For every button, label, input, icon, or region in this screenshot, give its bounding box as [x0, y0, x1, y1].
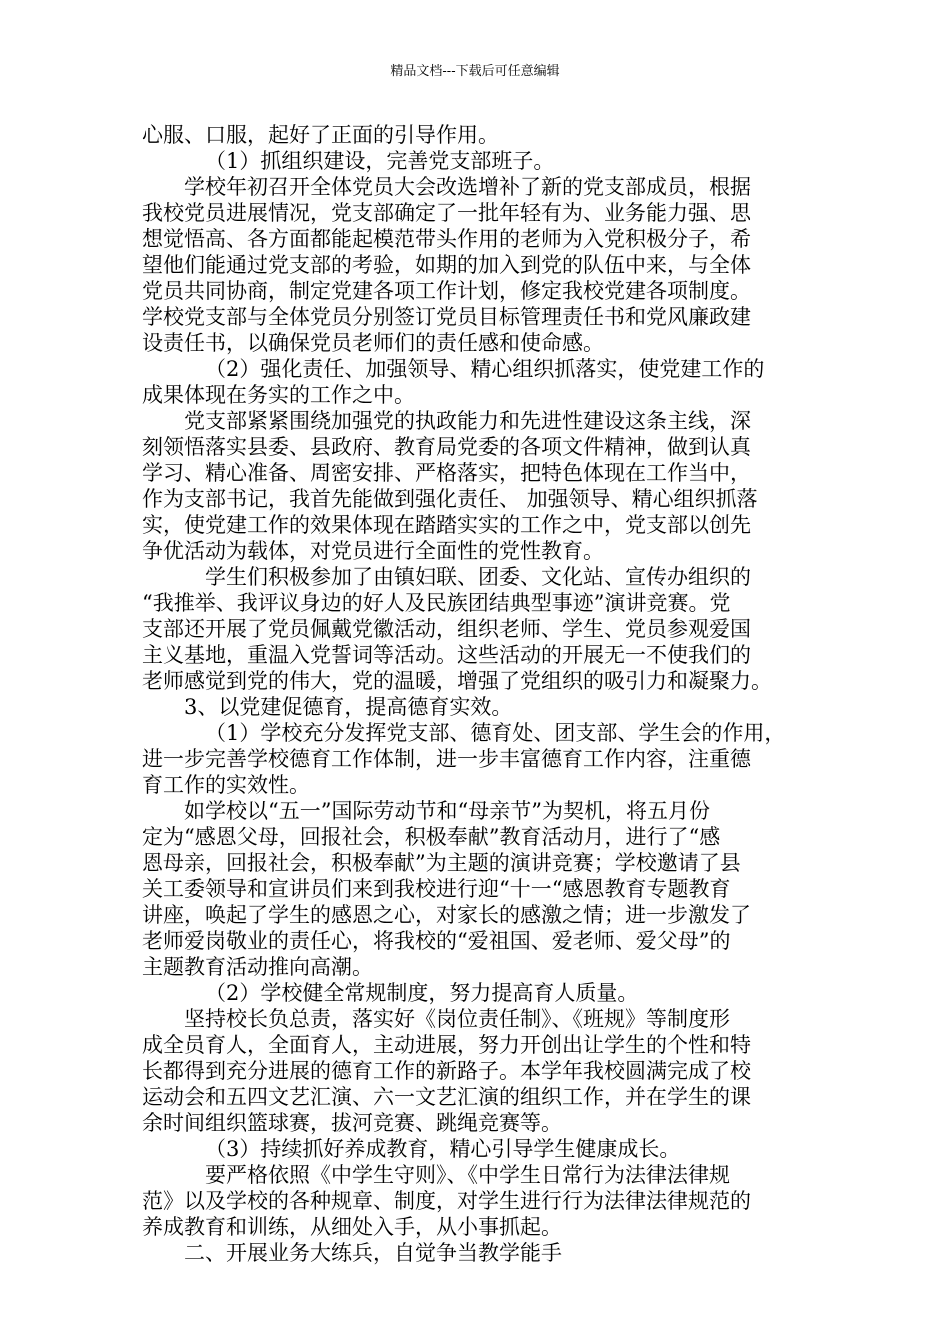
text-line: 想觉悟高、各方面都能起模范带头作用的老师为入党积极分子，希	[142, 227, 751, 251]
text-line: 成全员育人，全面育人，主动进展，努力开创出让学生的个性和特	[142, 1033, 751, 1057]
text-line: 老师爱岗敬业的责任心，将我校的“爱祖国、爱老师、爱父母”的	[142, 929, 731, 953]
text-line: 运动会和五四文艺汇演、六一文艺汇演的组织工作，并在学生的课	[142, 1085, 751, 1109]
text-line: 如学校以“五一”国际劳动节和“母亲节”为契机，将五月份	[184, 799, 710, 823]
text-line: （1）学校充分发挥党支部、德育处、团支部、学生会的作用，	[205, 721, 786, 745]
text-line: 学生们积极参加了由镇妇联、团委、文化站、宣传办组织的	[205, 565, 751, 589]
text-line: 讲座，唤起了学生的感恩之心，对家长的感激之情；进一步激发了	[142, 903, 751, 927]
text-line: 3、以党建促德育，提高德育实效。	[184, 695, 513, 719]
text-line: （3）持续抓好养成教育，精心引导学生健康成长。	[205, 1137, 681, 1161]
text-line: 恩母亲，回报社会，积极奉献”为主题的演讲竞赛；学校邀请了县	[142, 851, 741, 875]
text-line: 支部还开展了党员佩戴党徽活动，组织老师、学生、党员参观爱国	[142, 617, 751, 641]
text-line: 二、开展业务大练兵，自觉争当教学能手	[184, 1241, 562, 1265]
text-line: 学校年初召开全体党员大会改选增补了新的党支部成员，根据	[184, 175, 751, 199]
text-line: （2）强化责任、加强领导、精心组织抓落实，使党建工作的	[205, 357, 765, 381]
page-header: 精品文档---下载后可任意编辑	[390, 64, 560, 79]
text-line: 刻领悟落实县委、县政府、教育局党委的各项文件精神，做到认真	[142, 435, 751, 459]
text-line: 心服、口服，起好了正面的引导作用。	[142, 123, 499, 147]
text-line: 作为支部书记，我首先能做到强化责任、 加强领导、精心组织抓落	[142, 487, 758, 511]
text-line: （2）学校健全常规制度，努力提高育人质量。	[205, 981, 639, 1005]
text-line: 学校党支部与全体党员分别签订党员目标管理责任书和党风廉政建	[142, 305, 751, 329]
text-line: 范》以及学校的各种规章、制度，对学生进行行为法律法律规范的	[142, 1189, 751, 1213]
text-line: 养成教育和训练，从细处入手，从小事抓起。	[142, 1215, 562, 1239]
text-line: 争优活动为载体，对党员进行全面性的党性教育。	[142, 539, 604, 563]
text-line: 设责任书，以确保党员老师们的责任感和使命感。	[142, 331, 604, 355]
text-line: 定为“感恩父母，回报社会，积极奉献”教育活动月，进行了“感	[142, 825, 721, 849]
text-line: 主义基地，重温入党誓词等活动。这些活动的开展无一不使我们的	[142, 643, 751, 667]
text-line: 要严格依照《中学生守则》、《中学生日常行为法律法律规	[205, 1163, 730, 1187]
text-line: 党支部紧紧围绕加强党的执政能力和先进性建设这条主线，深	[184, 409, 751, 433]
text-line: 党员共同协商，制定党建各项工作计划，修定我校党建各项制度。	[142, 279, 751, 303]
text-line: “我推举、我评议身边的好人及民族团结典型事迹”演讲竞赛。党	[142, 591, 731, 615]
text-line: 进一步完善学校德育工作体制，进一步丰富德育工作内容，注重德	[142, 747, 751, 771]
text-line: 我校党员进展情况，党支部确定了一批年轻有为、业务能力强、思	[142, 201, 751, 225]
text-line: 关工委领导和宣讲员们来到我校进行迎“十一“感恩教育专题教育	[142, 877, 731, 901]
document-body	[142, 122, 812, 1266]
text-line: 实，使党建工作的效果体现在踏踏实实的工作之中，党支部以创先	[142, 513, 751, 537]
text-line: 老师感觉到党的伟大，党的温暖，增强了党组织的吸引力和凝聚力。	[142, 669, 772, 693]
text-line: 长都得到充分进展的德育工作的新路子。本学年我校圆满完成了校	[142, 1059, 751, 1083]
text-line: 主题教育活动推向高潮。	[142, 955, 373, 979]
text-line: 坚持校长负总责，落实好《岗位责任制》、《班规》等制度形	[184, 1007, 730, 1031]
text-line: 学习、精心准备、周密安排、严格落实，把特色体现在工作当中，	[142, 461, 751, 485]
text-line: 育工作的实效性。	[142, 773, 310, 797]
text-line: 望他们能通过党支部的考验，如期的加入到党的队伍中来，与全体	[142, 253, 751, 277]
text-line: 余时间组织篮球赛，拔河竞赛、跳绳竞赛等。	[142, 1111, 562, 1135]
text-line: （1）抓组织建设，完善党支部班子。	[205, 149, 555, 173]
text-line: 成果体现在务实的工作之中。	[142, 383, 415, 407]
